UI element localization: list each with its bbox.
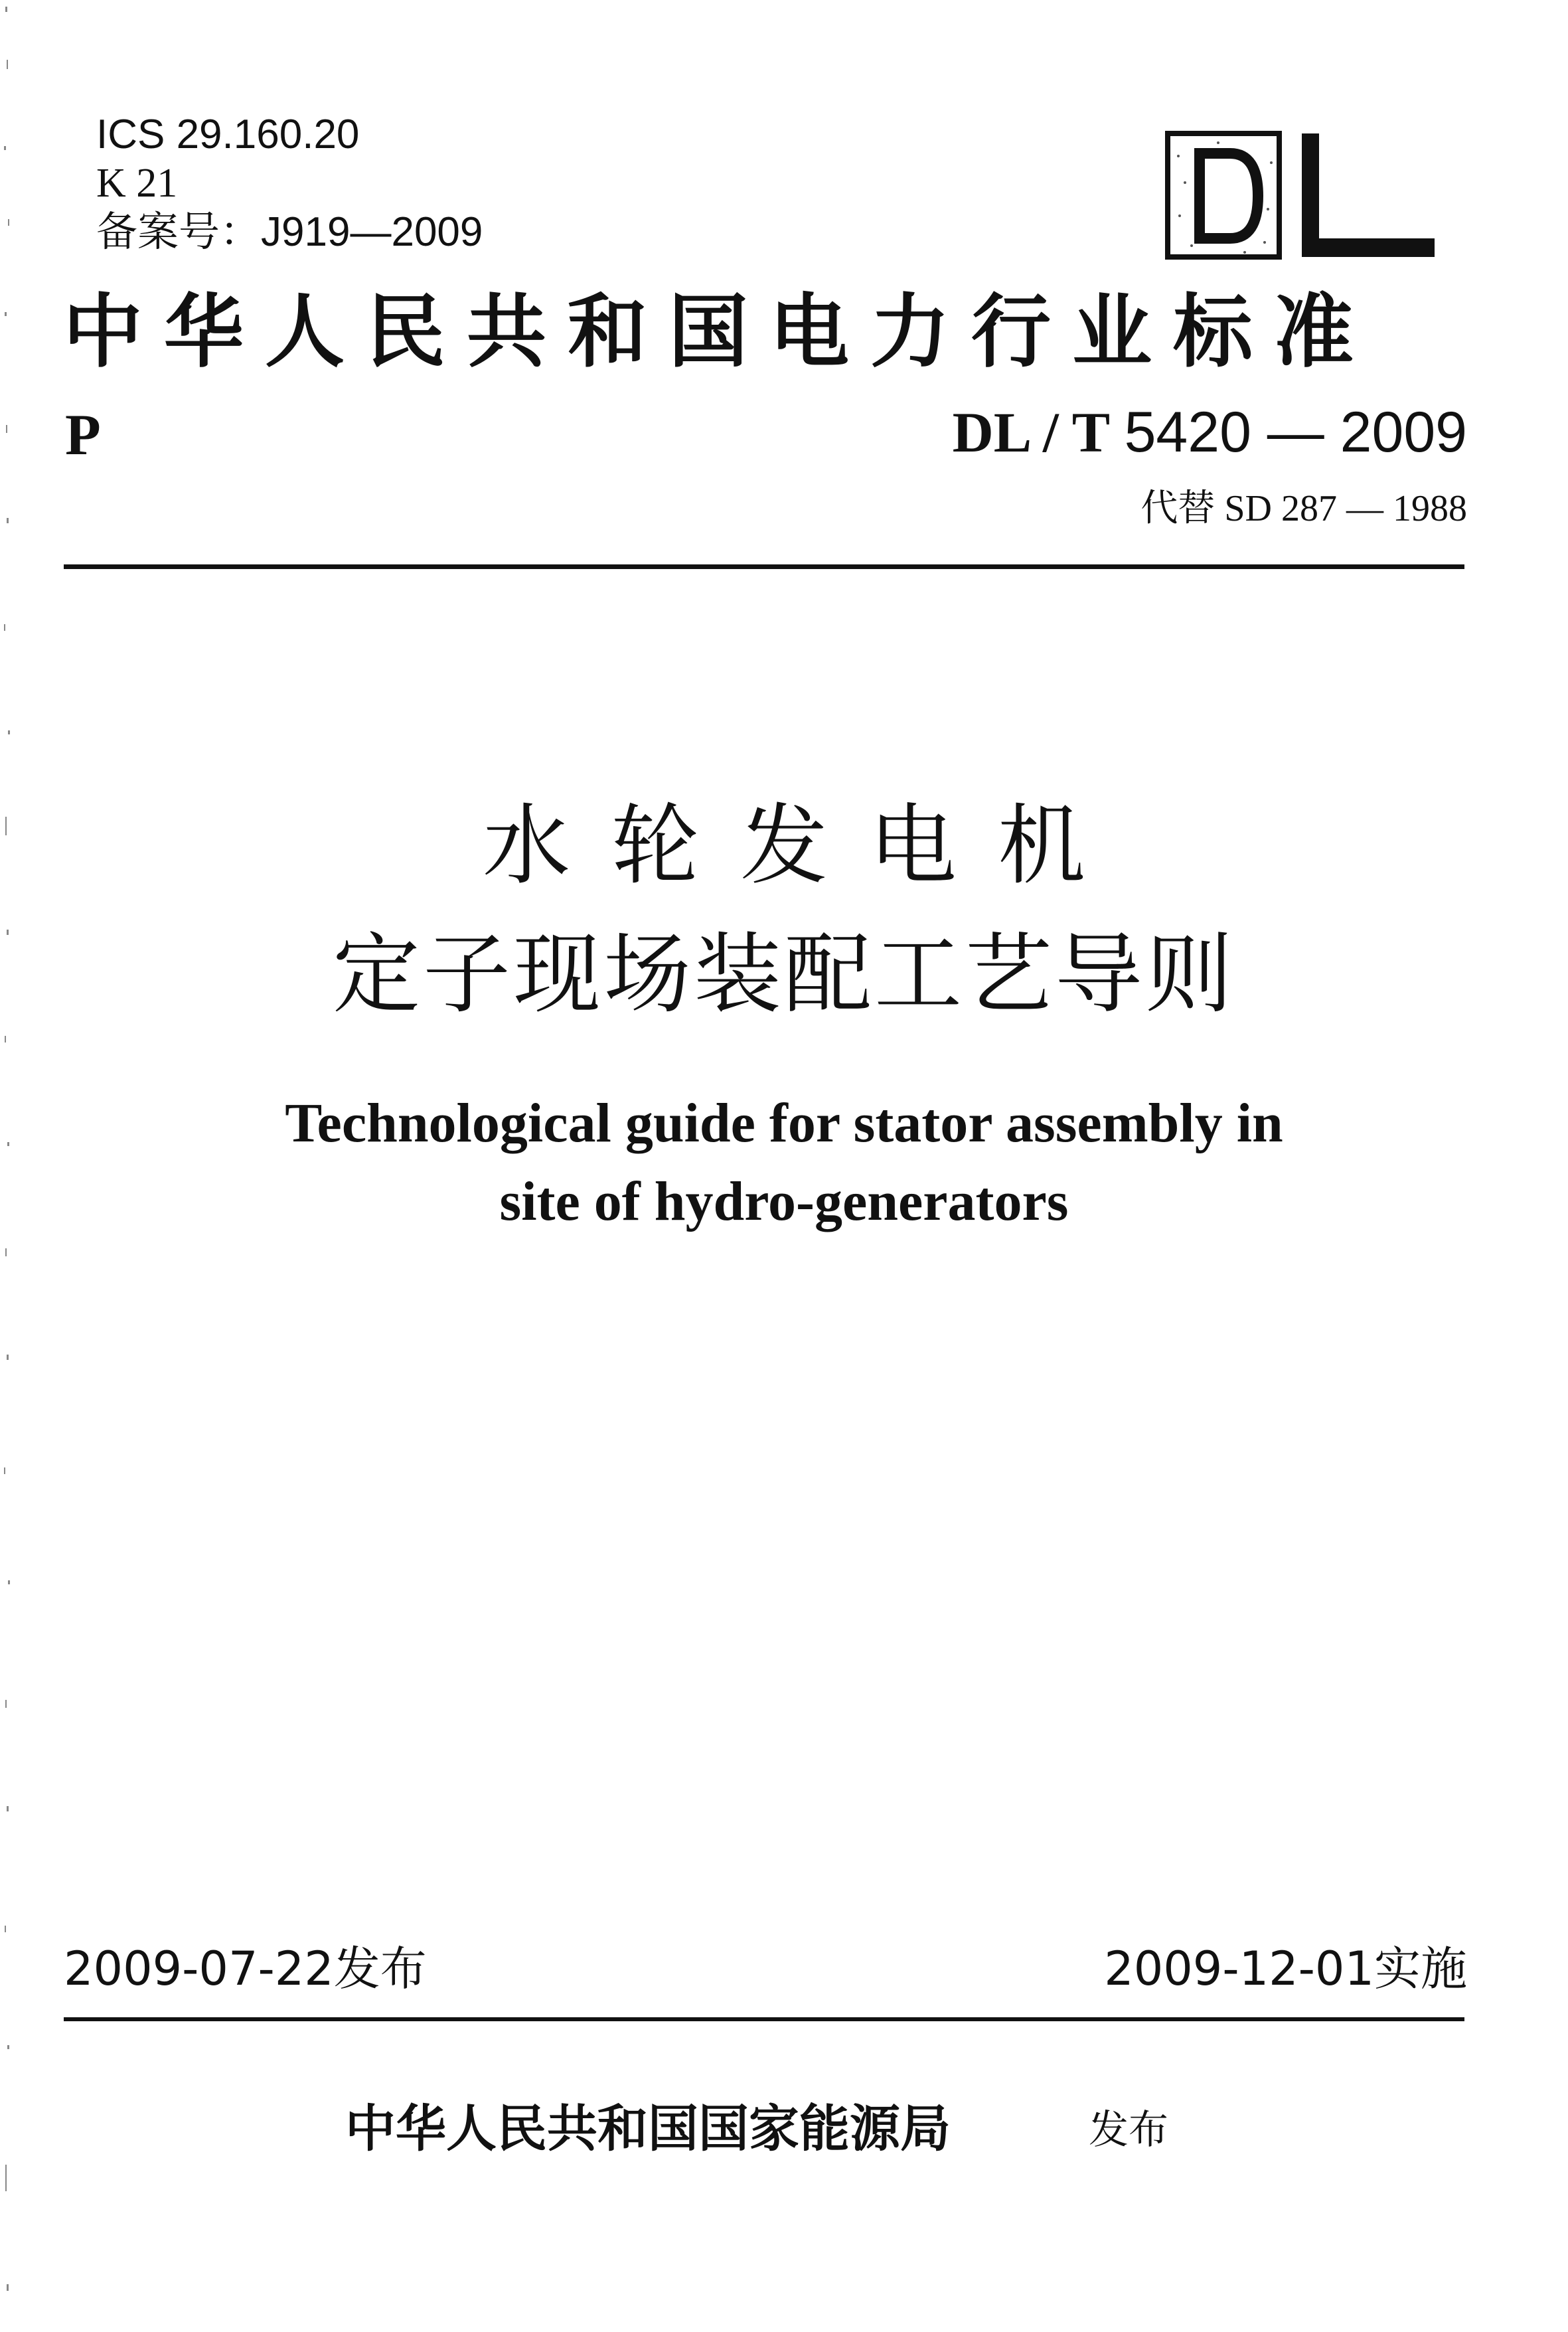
top-divider	[64, 564, 1464, 569]
en-title-line-2: site of hydro-generators	[499, 1171, 1069, 1232]
effective-date: 2009-12-01实施	[1104, 1942, 1467, 1996]
class-code	[96, 163, 177, 204]
publisher-name: 中华人民共和国国家能源局	[345, 2099, 951, 2158]
standard-category: P	[65, 403, 101, 467]
record-number	[96, 207, 483, 256]
replaces-standard: 代替 SD 287 — 1988	[1140, 488, 1467, 529]
class-code-text: K 21	[96, 161, 178, 206]
cn-title-line-1: 水轮发电机	[483, 795, 1127, 897]
standard-code-prefix: DL / T	[952, 400, 1111, 464]
standard-code	[952, 400, 1467, 464]
cn-title-line-2: 定子现场装配工艺导则	[333, 924, 1235, 1026]
standard-type-title: 中华人民共和国电力行业标准	[63, 285, 1375, 378]
scan-margin-specks	[0, 0, 27, 2332]
en-title-line-1: Technological guide for stator assembly in	[285, 1092, 1283, 1154]
issue-date: 2009-07-22发布	[64, 1942, 427, 1996]
ics-code	[96, 114, 359, 155]
publisher-suffix: 发布	[1089, 2107, 1168, 2153]
standard-code-number: 5420 — 2009	[1124, 400, 1467, 464]
bottom-divider	[64, 2017, 1464, 2021]
ics-code-text: ICS 29.160.20	[96, 112, 360, 157]
record-number-label: 备案号：	[96, 207, 262, 256]
dl-logo-text: DL	[1165, 129, 1166, 130]
dl-logo	[1165, 129, 1437, 262]
record-number-value: J919—2009	[261, 209, 483, 255]
